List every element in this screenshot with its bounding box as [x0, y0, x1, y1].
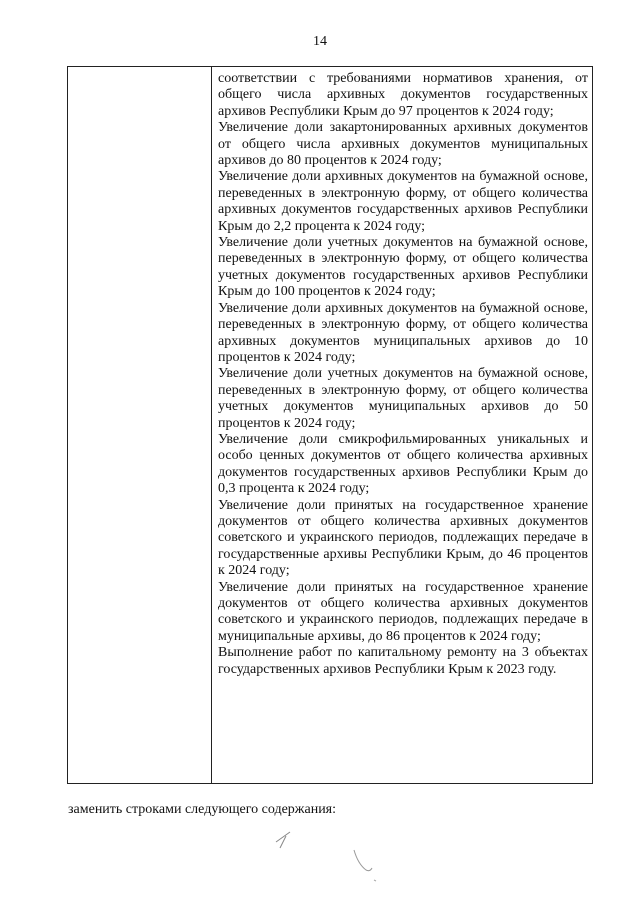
table-left-cell — [68, 67, 212, 783]
indicator-item: Увеличение доли учетных документов на бумажной основе, переведенных в электронную форму, от общего количества учетных документов государственных архивов Республики Крым до 100 процентов к 2024 году; — [218, 235, 588, 300]
indicators-table — [67, 66, 593, 784]
indicator-item: Увеличение доли архивных документов на бумажной основе, переведенных в электронную форму, от общего количества архивных документов государственных архивов Республики Крым до 2,2 процента к 2024 году; — [218, 169, 588, 234]
replacement-instruction: заменить строками следующего содержания: — [68, 802, 337, 817]
indicator-item: Увеличение доли принятых на государственное хранение документов от общего количества архивных документов советского и украинского периодов, подлежащих передаче в государственные архивы Республики Крым, до 46 процентов к 2024 году; — [218, 497, 588, 579]
indicator-item: Увеличение доли принятых на государственное хранение документов от общего количества архивных документов советского и украинского периодов, подлежащих передаче в муниципальные архивы, до 86 процентов к 2024 году; — [218, 579, 588, 644]
handwritten-mark — [262, 828, 382, 888]
indicator-item: Увеличение доли учетных документов на бумажной основе, переведенных в электронную форму, от общего количества учетных документов муниципальных архивов до 50 процентов к 2024 году; — [218, 366, 588, 431]
page-number: 14 — [313, 34, 327, 49]
indicator-item: Увеличение доли закартонированных архивных документов от общего числа архивных документов муниципальных архивов до 80 процентов к 2024 году; — [218, 120, 588, 169]
indicator-item: Увеличение доли смикрофильмированных уникальных и особо ценных документов от общего количества архивных документов государственных архивов Республики Крым до 0,3 процента к 2024 году; — [218, 431, 588, 497]
indicator-item: Увеличение доли архивных документов на бумажной основе, переведенных в электронную форму, от общего количества архивных документов муниципальных архивов до 10 процентов к 2024 году; — [218, 300, 588, 365]
indicator-item: соответствии с требованиями нормативов хранения, от общего числа архивных документов государственных архивов Республики Крым до 97 процентов к 2024 году; — [218, 71, 588, 119]
table-right-cell — [218, 71, 588, 678]
indicator-item: Выполнение работ по капитальному ремонту на 3 объектах государственных архивов Республики Крым к 2023 году. — [218, 645, 588, 677]
